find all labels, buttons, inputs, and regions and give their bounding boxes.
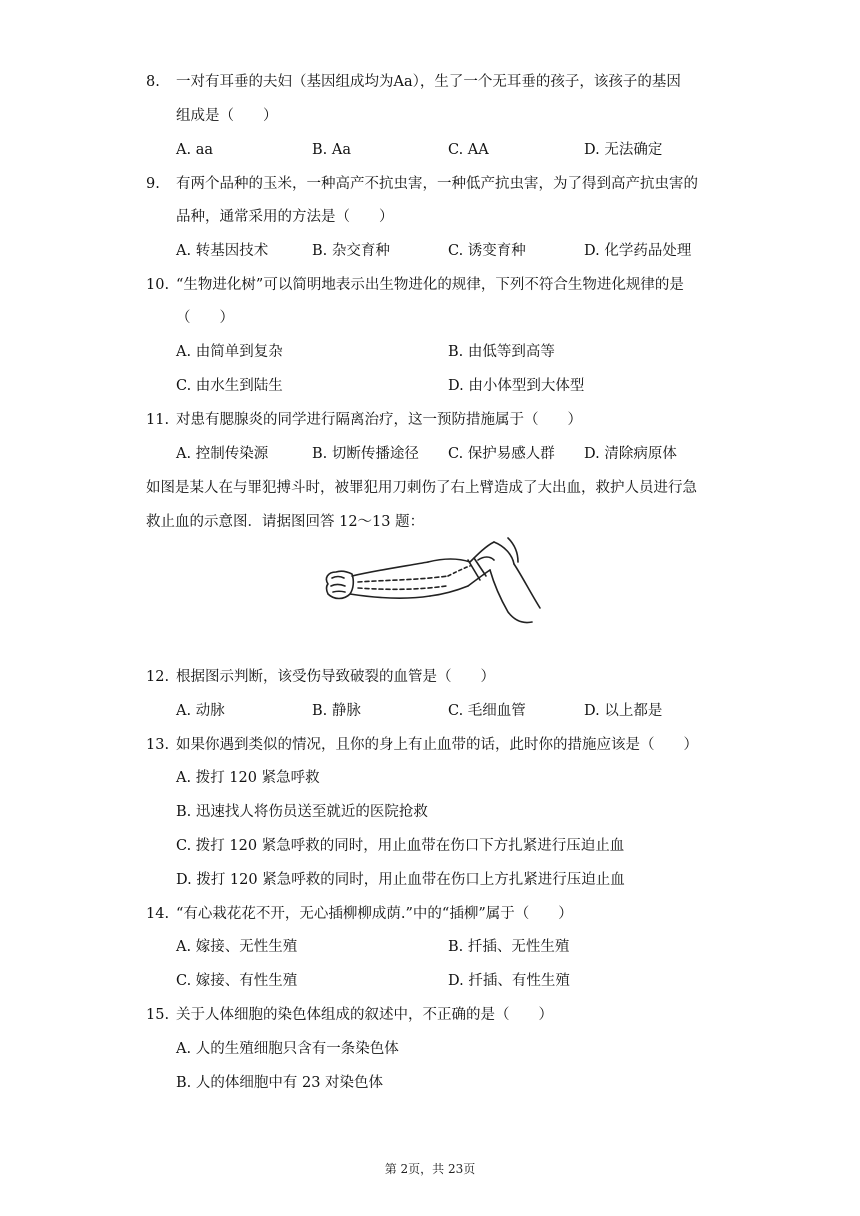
question-text: “有心栽花花不开，无心插柳柳成荫.”中的“插柳”属于（ ）	[176, 906, 573, 922]
question-text: 关于人体细胞的染色体组成的叙述中，不正确的是（ ）	[176, 1007, 553, 1023]
option-a: A. 动脉	[176, 703, 225, 719]
question-text: 根据图示判断，该受伤导致破裂的血管是（ ）	[176, 669, 495, 685]
option-b: B. 扦插、无性生殖	[448, 939, 570, 955]
question-number: 9.	[146, 176, 160, 192]
option-b: B. 静脉	[312, 703, 361, 719]
option-b: B. 由低等到高等	[448, 344, 555, 360]
question-text: 有两个品种的玉米，一种高产不抗虫害，一种低产抗虫害，为了得到高产抗虫害的	[176, 176, 698, 192]
question-text: 对患有腮腺炎的同学进行隔离治疗，这一预防措施属于（ ）	[176, 412, 582, 428]
option-a: A. 转基因技术	[176, 243, 269, 259]
question-number: 8.	[146, 74, 160, 90]
question-number: 14.	[146, 906, 170, 922]
option-a: A. 控制传染源	[176, 446, 269, 462]
question-text: “生物进化树”可以简明地表示出生物进化的规律，下列不符合生物进化规律的是	[176, 277, 684, 293]
option-b: B. 切断传播途径	[312, 446, 419, 462]
page-footer: 第 2页，共 23页	[384, 1162, 476, 1176]
option-d: D. 以上都是	[584, 703, 663, 719]
intro-text-continued: 救止血的示意图．请据图回答 12～13 题：	[146, 514, 425, 530]
option-c: C. AA	[448, 142, 489, 158]
question-number: 12.	[146, 669, 170, 685]
option-a: A. 由简单到复杂	[176, 344, 283, 360]
option-a: A. aa	[176, 142, 213, 158]
option-d: D. 无法确定	[584, 142, 663, 158]
option-c: C. 毛细血管	[448, 703, 526, 719]
option-d: D. 化学药品处理	[584, 243, 692, 259]
option-c: C. 诱变育种	[448, 243, 526, 259]
option-c: C. 嫁接、有性生殖	[176, 973, 298, 989]
option-b: B. 人的体细胞中有 23 对染色体	[176, 1075, 384, 1091]
option-c: C. 由水生到陆生	[176, 378, 283, 394]
question-number: 15.	[146, 1007, 170, 1023]
option-d: D. 清除病原体	[584, 446, 677, 462]
question-text: 如果你遇到类似的情况，且你的身上有止血带的话，此时你的措施应该是（ ）	[176, 737, 698, 753]
question-number: 11.	[146, 412, 170, 428]
option-a: A. 嫁接、无性生殖	[176, 939, 298, 955]
intro-text: 如图是某人在与罪犯搏斗时，被罪犯用刀刺伤了右上臂造成了大出血，救护人员进行急	[146, 480, 697, 496]
option-b: B. 迅速找人将伤员送至就近的医院抢救	[176, 804, 428, 820]
option-a: A. 人的生殖细胞只含有一条染色体	[176, 1041, 399, 1057]
question-text-continued: （ ）	[176, 310, 234, 326]
option-c: C. 拨打 120 紧急呼救的同时，用止血带在伤口下方扎紧进行压迫止血	[176, 838, 625, 854]
option-d: D. 由小体型到大体型	[448, 378, 585, 394]
question-text-continued: 组成是（ ）	[176, 108, 278, 124]
question-text: 一对有耳垂的夫妇（基因组成均为Aa），生了一个无耳垂的孩子，该孩子的基因	[176, 74, 681, 90]
arm-tourniquet-figure	[318, 536, 550, 628]
option-d: D. 扦插、有性生殖	[448, 973, 570, 989]
option-b: B. Aa	[312, 142, 351, 158]
option-b: B. 杂交育种	[312, 243, 390, 259]
option-a: A. 拨打 120 紧急呼救	[176, 770, 320, 786]
question-text-continued: 品种，通常采用的方法是（ ）	[176, 209, 394, 225]
option-d: D. 拨打 120 紧急呼救的同时，用止血带在伤口上方扎紧进行压迫止血	[176, 872, 625, 888]
question-number: 13.	[146, 737, 170, 753]
question-number: 10.	[146, 277, 170, 293]
option-c: C. 保护易感人群	[448, 446, 555, 462]
